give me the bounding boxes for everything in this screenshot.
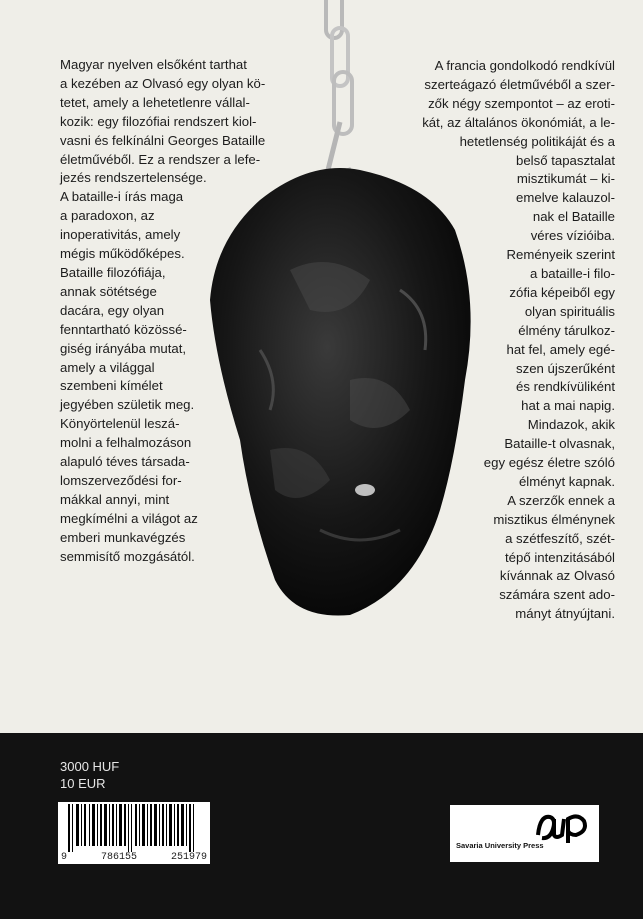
text-line: megkímélni a világot az xyxy=(60,510,198,526)
text-line: giség irányába mutat, xyxy=(60,340,187,356)
publisher-name: Savaria University Press xyxy=(456,841,544,850)
text-line: mégis működőképes. xyxy=(60,246,185,262)
text-line: szen újszerűként xyxy=(516,360,615,376)
text-line: belső tapasztalat xyxy=(516,152,615,168)
text-line: Magyar nyelven elsőként tarthat xyxy=(60,57,247,72)
text-line: szembeni kímélet xyxy=(60,378,163,394)
text-line: A bataille-i írás maga xyxy=(60,189,184,205)
text-line: élmény tárulkoz- xyxy=(518,322,615,338)
text-line: vasni és felkínálni Georges Bataille xyxy=(60,132,266,148)
text-line: molni a felhalmozáson xyxy=(60,435,192,451)
left-text-column xyxy=(60,56,292,566)
isbn-barcode xyxy=(58,802,210,864)
right-text-column xyxy=(383,57,615,624)
text-line: a paradoxon, az xyxy=(60,208,155,224)
text-line: annak sötétsége xyxy=(60,283,157,299)
text-line: Könyörtelenül leszá- xyxy=(60,416,180,432)
text-line: emberi munkavégzés xyxy=(60,529,186,545)
text-line: Bataille filozófiája, xyxy=(60,264,166,280)
text-line: egy egész életre szóló xyxy=(483,455,615,471)
text-line: jegyében születik meg. xyxy=(60,397,195,413)
text-line: kozik: egy filozófiai rendszert kiol- xyxy=(60,113,257,129)
price-block xyxy=(60,758,119,792)
text-line: amely a világgal xyxy=(60,359,155,375)
price-huf: 3000 HUF xyxy=(60,759,120,774)
publisher-logo-box xyxy=(450,805,599,862)
text-line: Mindazok, akik xyxy=(527,417,615,433)
text-line: életművéből. Ez a rendszer a lefe- xyxy=(60,151,261,167)
text-line: emelve kalauzol- xyxy=(516,190,615,206)
text-line: misztikus élménynek xyxy=(493,511,615,527)
text-line: hat fel, amely egé- xyxy=(506,341,615,357)
text-line: alapuló téves társada- xyxy=(60,454,190,470)
price-eur: 10 EUR xyxy=(60,776,106,791)
text-line: Reményeik szerint xyxy=(506,247,615,263)
text-line: fenntartható közössé- xyxy=(60,321,187,337)
barcode-digit-1: 9 xyxy=(61,852,68,863)
text-line: mányt átnyújtani. xyxy=(515,606,615,622)
text-line: számára szent ado- xyxy=(499,587,615,603)
text-line: kívánnak az Olvasó xyxy=(499,568,615,584)
text-line: mákkal annyi, mint xyxy=(60,491,170,507)
text-line: hetetlenség politikáját és a xyxy=(459,133,615,149)
text-line: nak el Bataille xyxy=(532,209,615,225)
text-line: a szétfeszítő, szét- xyxy=(505,530,615,546)
text-line: zők négy szempontot – az eroti- xyxy=(428,95,615,111)
barcode-bars xyxy=(58,802,210,852)
text-line: misztikumát – ki- xyxy=(516,171,615,187)
text-line: és rendkívüliként xyxy=(516,379,615,395)
text-line: hat a mai napig. xyxy=(521,398,615,414)
text-line: véres vízióiba. xyxy=(530,228,615,244)
text-line: szerteágazó életművéből a szer- xyxy=(424,76,615,92)
barcode-digits xyxy=(58,852,210,863)
text-line: tetet, amely a lehetetlenre vállal- xyxy=(60,94,250,110)
text-line: élményt kapnak. xyxy=(518,473,615,489)
text-line: kát, az általános ökonómiát, a le- xyxy=(422,114,615,130)
barcode-digit-3: 251979 xyxy=(170,852,207,863)
text-line: a bataille-i filo- xyxy=(529,265,615,281)
text-line: semmisítő mozgásától. xyxy=(60,548,195,564)
text-line: A szerzők ennek a xyxy=(507,492,615,508)
text-line: Bataille-t olvasnak, xyxy=(504,436,615,452)
text-line: tépő intenzitásából xyxy=(505,549,615,565)
text-line: olyan spirituális xyxy=(524,303,615,319)
text-line: dacára, egy olyan xyxy=(60,302,165,318)
text-line: inoperativitás, amely xyxy=(60,227,181,243)
text-line: jezés rendszertelensége. xyxy=(60,170,207,186)
text-line: zófia képeiből egy xyxy=(509,284,615,300)
text-line: a kezében az Olvasó egy olyan kö- xyxy=(60,75,266,91)
text-line: A francia gondolkodó rendkívül xyxy=(434,58,615,73)
sup-logo-icon xyxy=(450,805,599,845)
barcode-digit-2: 786155 xyxy=(100,852,137,863)
text-line: lomszerveződési for- xyxy=(60,472,182,488)
